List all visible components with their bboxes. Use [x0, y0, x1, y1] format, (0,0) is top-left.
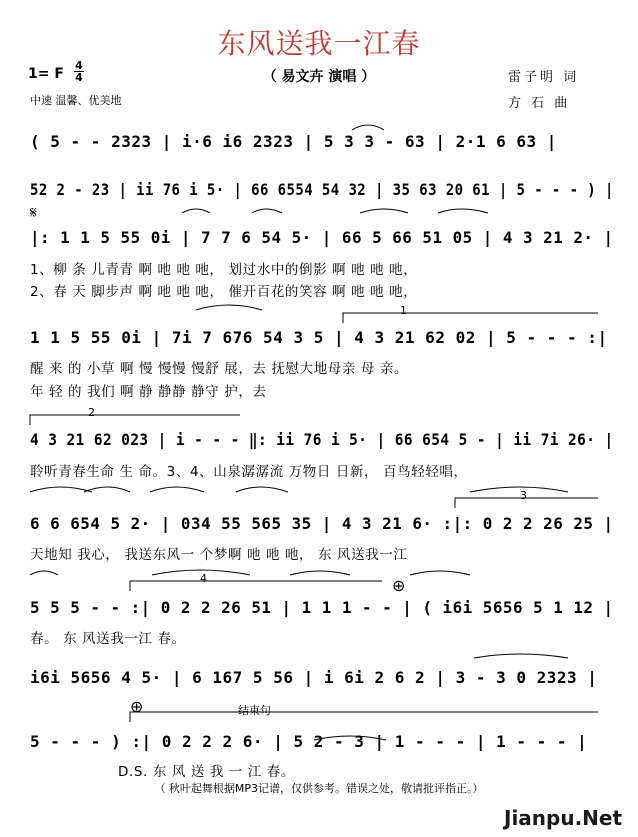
lyric-row-9: D.S. 东 风 送 我 一 江 春。 [118, 764, 295, 780]
score-row-8: i6i 5656 4 5· | 6 167 5 56 | i 6i 2 6 2 | 3 - 3 0 2323 | [30, 668, 598, 687]
lyric-row-4-verse-1: 醒 来 的 小草 啊 慢 慢慢 慢舒 展，去 抚慰大地母亲 母 亲。 [30, 361, 409, 377]
score-row-2: 52 2 - 23 | ii 76 i 5· | 66 6554 54 32 | 35 63 20 61 | 5 - - - ) | [30, 180, 614, 199]
lyric-row-3-verse-1: 1、柳 条 儿青青 啊 吔 吔 吔， 划过水中的倒影 啊 吔 吔 吔， [30, 262, 418, 278]
tempo-marking: 中速 温馨、优美地 [30, 94, 122, 107]
time-signature [74, 60, 84, 83]
score-row-5: 4 3 21 62 023 | i - - - ‖: ii 76 i 5· | 66 654 5 - | ii 7i 26· | [30, 430, 614, 449]
volta-4-bracket [130, 581, 382, 591]
volta-4-label: 4 [200, 572, 207, 585]
lyricist-credit: 雷子明 词 [508, 70, 580, 85]
score-row-9: 5 - - - ) :| 0 2 2 2 6· | 5 2 - 3 | 1 - - - | 1 - - - | [30, 732, 588, 751]
lyric-row-7: 春。 东 风送我一江 春。 [30, 631, 186, 647]
score-row-3: |: 1 1 5 55 0i | 7 7 6 54 5· | 66 5 66 51 05 | 4 3 21 2· | [30, 228, 614, 247]
key-signature: 1= F [28, 66, 64, 82]
meter-bottom: 4 [75, 71, 83, 84]
lyric-row-5: 聆听青春生命 生 命。3、4、山泉潺潺流 万物日 日新， 百鸟轻轻唱， [30, 464, 468, 480]
volta-2-bracket [30, 415, 240, 425]
score-row-4: 1 1 5 55 0i | 7i 7 676 54 3 5 | 4 3 21 62 02 | 5 - - - :| [30, 328, 608, 347]
singer-credit: （ 易文卉 演唱 ） [262, 69, 376, 85]
lyric-row-6: 天地知 我心， 我送东风一 个梦啊 吔 吔 吔， 东 风送我一江 [30, 547, 408, 563]
score-row-6: 6 6 654 5 2· | 034 55 565 35 | 4 3 21 6· :|: 0 2 2 26 25 | [30, 514, 614, 533]
site-brand-logo: Jianpu.Net [504, 806, 623, 830]
transcription-note: （ 秋叶起舞根据MP3记谱，仅供参考。错误之处，敬请批评指正。） [154, 782, 484, 795]
lyric-row-4-verse-2: 年 轻 的 我们 啊 静 静静 静守 护，去 [30, 384, 267, 400]
coda-icon: ⊕ [392, 576, 406, 595]
meter-top: 4 [75, 59, 83, 72]
volta-1-bracket [343, 313, 598, 323]
volta-3-label: 3 [520, 489, 527, 502]
volta-1-label: 1 [400, 304, 407, 317]
score-row-7: 5 5 5 - - :| 0 2 2 26 51 | 1 1 1 - - | ( i6i 5656 5 1 12 | [30, 598, 614, 617]
ending-label: 结束句 [238, 704, 271, 717]
composer-credit: 方 石 曲 [508, 96, 571, 111]
ending-bracket [130, 712, 598, 722]
lyric-row-3-verse-2: 2、春 天 脚步声 啊 吔 吔 吔， 催开百花的笑容 啊 吔 吔 吔， [30, 284, 418, 300]
coda-icon-2: ⊕ [130, 697, 144, 716]
segno-icon: 𝄋 [30, 203, 37, 222]
song-title: 东风送我一江春 [217, 27, 421, 60]
score-row-1: ( 5 - - 2323 | i·6 i6 2323 | 5 3 3 - 63 | 2·1 6 63 | [30, 132, 557, 151]
volta-2-label: 2 [88, 406, 95, 419]
